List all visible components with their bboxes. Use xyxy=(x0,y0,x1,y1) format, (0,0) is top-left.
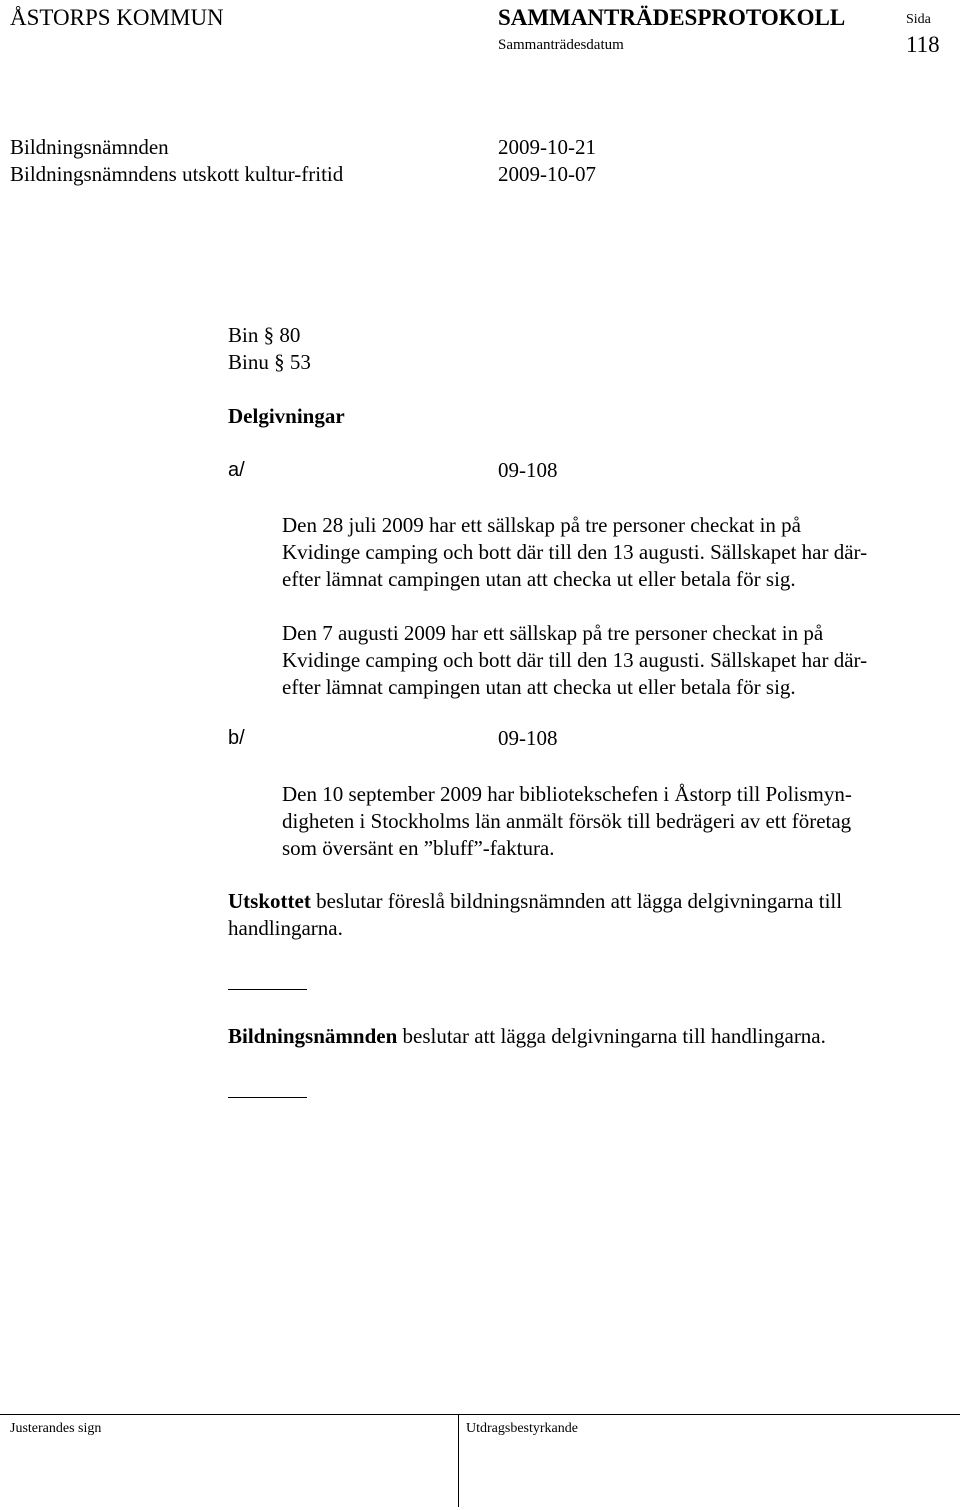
decision-subject: Utskottet xyxy=(228,889,311,913)
paragraph-line: Kvidinge camping och bott där till den 13 augusti. Sällskapet har där- xyxy=(282,540,868,564)
paragraph-line: Den 10 september 2009 har bibliotekschefen i Åstorp till Polismyn- xyxy=(282,782,852,806)
municipality-name: ÅSTORPS KOMMUN xyxy=(10,5,224,30)
sign-label: Justerandes sign xyxy=(10,1421,102,1436)
item-letter: b/ xyxy=(228,727,245,749)
section-title: Delgivningar xyxy=(228,404,345,428)
body-name: Bildningsnämndens utskott kultur-fritid xyxy=(10,162,344,186)
item-letter: a/ xyxy=(228,459,245,481)
item-paragraph xyxy=(282,620,922,701)
decision-board xyxy=(228,1023,928,1050)
page-label: Sida xyxy=(906,12,931,27)
paragraph-line: digheten i Stockholms län anmält försök till bedrägeri av ett företag xyxy=(282,809,852,833)
paragraph-line: efter lämnat campingen utan att checka ut eller betala för sig. xyxy=(282,675,796,699)
decision-subject: Bildningsnämnden xyxy=(228,1024,398,1048)
footer-divider xyxy=(458,1414,459,1507)
paragraph-line: Kvidinge camping och bott där till den 13 augusti. Sällskapet har där- xyxy=(282,648,868,672)
section-ref: Bin § 80 xyxy=(228,323,301,347)
footer-top-rule xyxy=(0,1414,960,1415)
document-type: SAMMANTRÄDESPROTOKOLL xyxy=(498,5,846,30)
separator-line xyxy=(228,989,307,990)
meeting-date-label: Sammanträdesdatum xyxy=(498,37,624,53)
extract-label: Utdragsbestyrkande xyxy=(466,1421,578,1436)
paragraph-line: Den 28 juli 2009 har ett sällskap på tre personer checkat in på xyxy=(282,513,801,537)
decision-text: beslutar att lägga delgivningarna till handlingarna. xyxy=(397,1024,826,1048)
body-date: 2009-10-21 xyxy=(498,135,596,159)
section-ref: Binu § 53 xyxy=(228,350,311,374)
decision-text: beslutar föreslå bildningsnämnden att lägga delgivningarna till xyxy=(310,889,843,913)
item-number: 09-108 xyxy=(498,726,558,750)
decision-committee xyxy=(228,888,928,942)
item-number: 09-108 xyxy=(498,458,558,482)
decision-text: handlingarna. xyxy=(228,916,343,940)
body-date: 2009-10-07 xyxy=(498,162,596,186)
page-number: 118 xyxy=(906,32,940,57)
separator-line xyxy=(228,1097,307,1098)
item-paragraph xyxy=(282,781,922,862)
paragraph-line: som översänt en ”bluff”-faktura. xyxy=(282,836,555,860)
paragraph-line: Den 7 augusti 2009 har ett sällskap på tre personer checkat in på xyxy=(282,621,824,645)
body-name: Bildningsnämnden xyxy=(10,135,169,159)
item-paragraph xyxy=(282,512,922,593)
paragraph-line: efter lämnat campingen utan att checka ut eller betala för sig. xyxy=(282,567,796,591)
